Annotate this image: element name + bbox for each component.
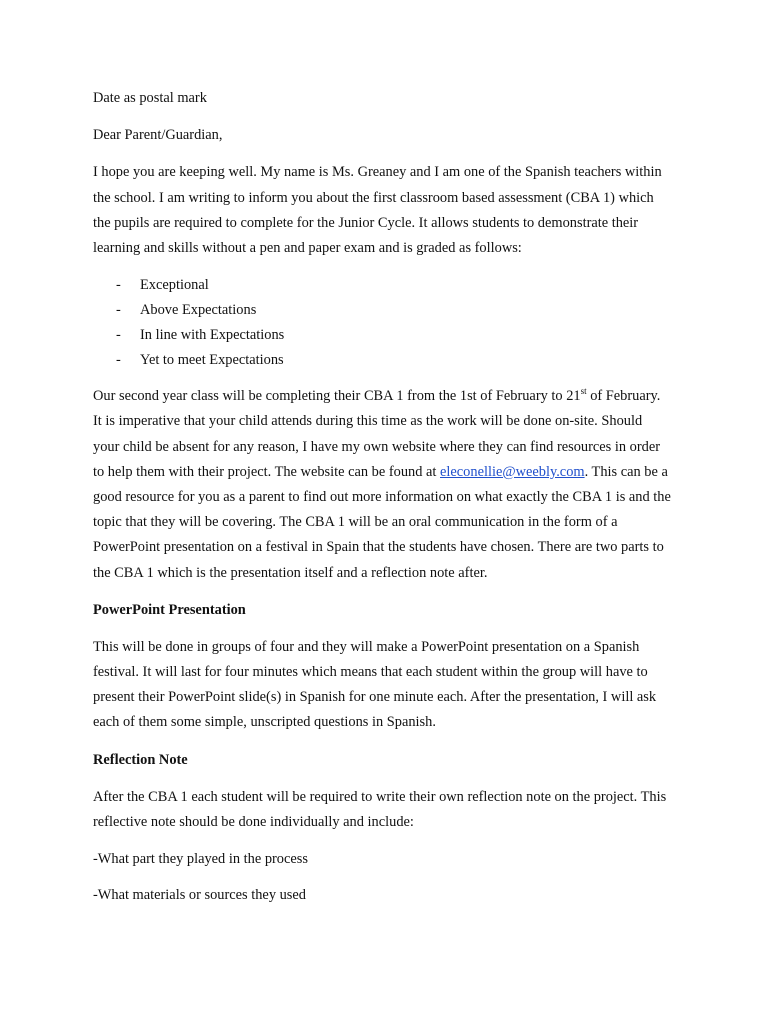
grade-label: In line with Expectations [140,327,285,344]
schedule-text-1: Our second year class will be completing their CBA 1 from the 1st of February to 21 [93,388,581,405]
website-link[interactable]: eleconellie@weebly.com [440,463,585,480]
list-item [93,348,672,373]
ordinal-suffix: st [580,386,587,397]
salutation: Dear Parent/Guardian, [93,127,223,144]
schedule-text-2: of February. It is imperative that your child attends during this time as the work will be done on-site. Should your child be absent for any reason, I have my own website where they can find resources in order to help them with their project. The website can be found at [93,388,661,480]
list-item [93,273,672,298]
heading-reflection-note: Reflection Note [93,751,188,768]
presentation-paragraph: This will be done in groups of four and they will make a PowerPoint presentation on a Spanish festival. It will last for four minutes which means that each student within the group will have to present their PowerPoint slide(s) in Spanish for one minute each. After the presentation, I will ask each of them some simple, unscripted questions in Spanish. [93,638,657,731]
grade-label: Yet to meet Expectations [140,352,284,369]
bullet-dash: - [116,327,121,344]
schedule-text-3: . This can be a good resource for you as a parent to find out more information on what exactly the CBA 1 is and the topic that they will be covering. The CBA 1 will be an oral communication in the form of a PowerPoint presentation on a festival in Spain that the students have chosen. There are two parts to the CBA 1 which is the presentation itself and a reflection note after. [93,463,671,581]
grade-label: Above Expectations [140,302,257,319]
list-item: -What materials or sources they used [93,887,306,904]
heading-powerpoint-presentation: PowerPoint Presentation [93,601,246,618]
bullet-dash: - [116,352,121,369]
list-item [93,323,672,348]
bullet-dash: - [116,277,121,294]
list-item: -What part they played in the process [93,851,308,868]
grade-label: Exceptional [140,277,209,294]
intro-paragraph: I hope you are keeping well. My name is Ms. Greaney and I am one of the Spanish teachers within the school. I am writing to inform you about the first classroom based assessment (CBA 1) which the pupils are required to complete for the Junior Cycle. It allows students to demonstrate their learning and skills without a pen and paper exam and is graded as follows: [93,164,662,257]
grades-list [93,273,672,373]
date-line: Date as postal mark [93,90,207,106]
schedule-paragraph [93,384,672,586]
reflection-paragraph: After the CBA 1 each student will be required to write their own reflection note on the project. This reflective note should be done individually and include: [93,788,667,830]
bullet-dash: - [116,302,121,319]
list-item [93,298,672,323]
